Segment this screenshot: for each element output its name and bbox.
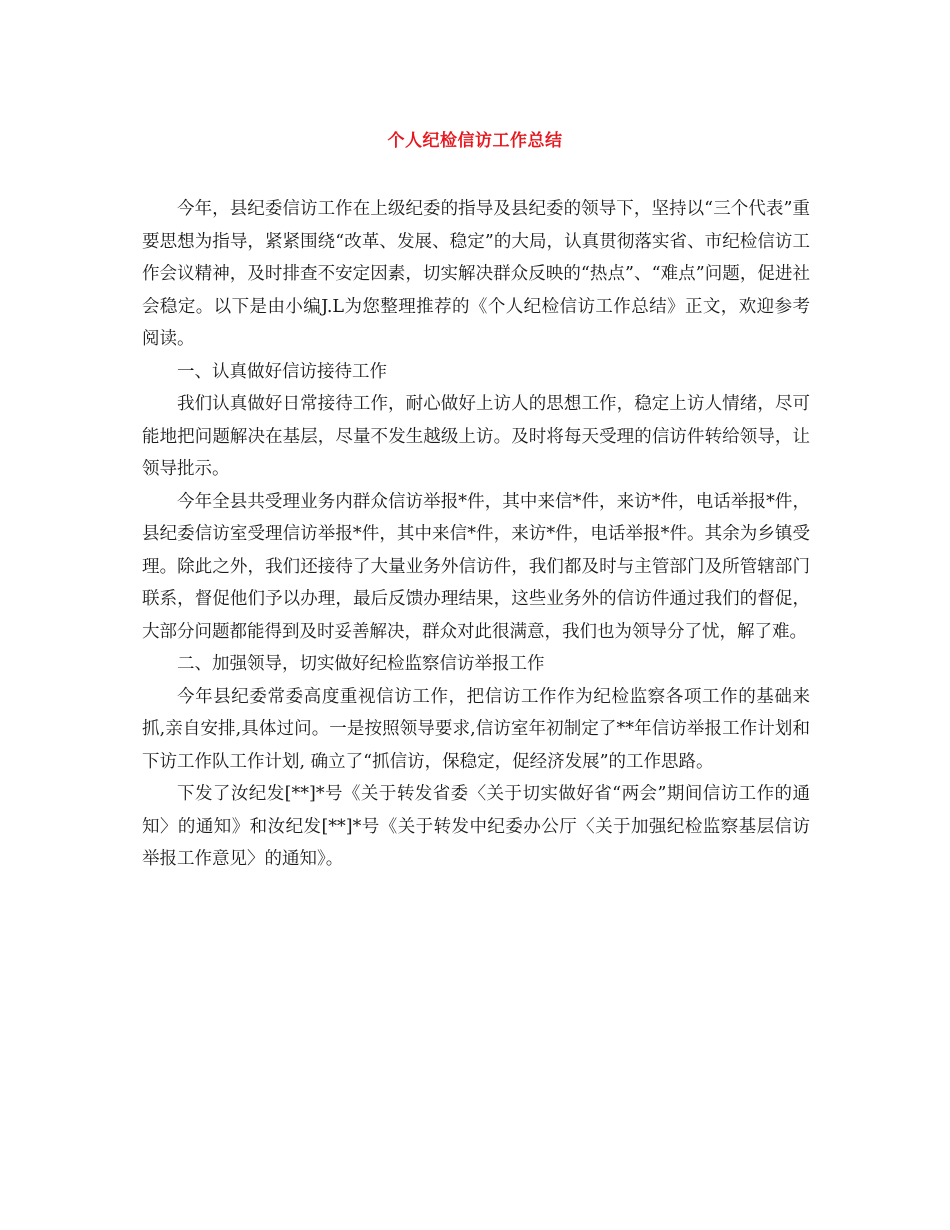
- document-title: 个人纪检信访工作总结: [387, 131, 563, 151]
- section-heading-1: 一、认真做好信访接待工作: [177, 361, 387, 382]
- paragraph: 我们认真做好日常接待工作，耐心做好上访人的思想工作，稳定上访人情绪，尽可能地把问题解决在基层，尽量不发生越级上访。及时将每天受理的信访件转给领导，让领导批示。: [142, 394, 810, 479]
- paragraph: 今年县纪委常委高度重视信访工作，把信访工作作为纪检监察各项工作的基础来抓,亲自安排,具体过问。一是按照领导要求,信访室年初制定了**年信访举报工作计划和下访工作队工作计划, 确立了“抓信访，保稳定，促经济发展”的工作思路。: [142, 686, 810, 772]
- section-heading-2: 二、加强领导，切实做好纪检监察信访举报工作: [177, 654, 545, 674]
- paragraph-intro: 今年，县纪委信访工作在上级纪委的指导及县纪委的领导下，坚持以“三个代表”重要思想为指导，紧紧围绕“改革、发展、稳定”的大局，认真贯彻落实省、市纪检信访工作会议精神，及时排查不安定因素，切实解决群众反映的“热点”、“难点”问题，促进社会稳定。以下是由小编J.L为您整理推荐的《个人纪检信访工作总结》正文，欢迎参考阅读。: [142, 199, 810, 349]
- document-body: [142, 193, 810, 876]
- paragraph: 今年全县共受理业务内群众信访举报*件，其中来信*件，来访*件，电话举报*件，县纪委信访室受理信访举报*件，其中来信*件，来访*件，电话举报*件。其余为乡镇受理。除此之外，我们还接待了大量业务外信访件，我们都及时与主管部门及所管辖部门联系，督促他们予以办理，最后反馈办理结果，这些业务外的信访件通过我们的督促，大部分问题都能得到及时妥善解决，群众对此很满意，我们也为领导分了忧，解了难。: [142, 491, 810, 642]
- paragraph: 下发了汝纪发[**]*号《关于转发省委〈关于切实做好省“两会”期间信访工作的通知〉的通知》和汝纪发[**]*号《关于转发中纪委办公厅〈关于加强纪检监察基层信访举报工作意见〉的通知》。: [142, 784, 810, 869]
